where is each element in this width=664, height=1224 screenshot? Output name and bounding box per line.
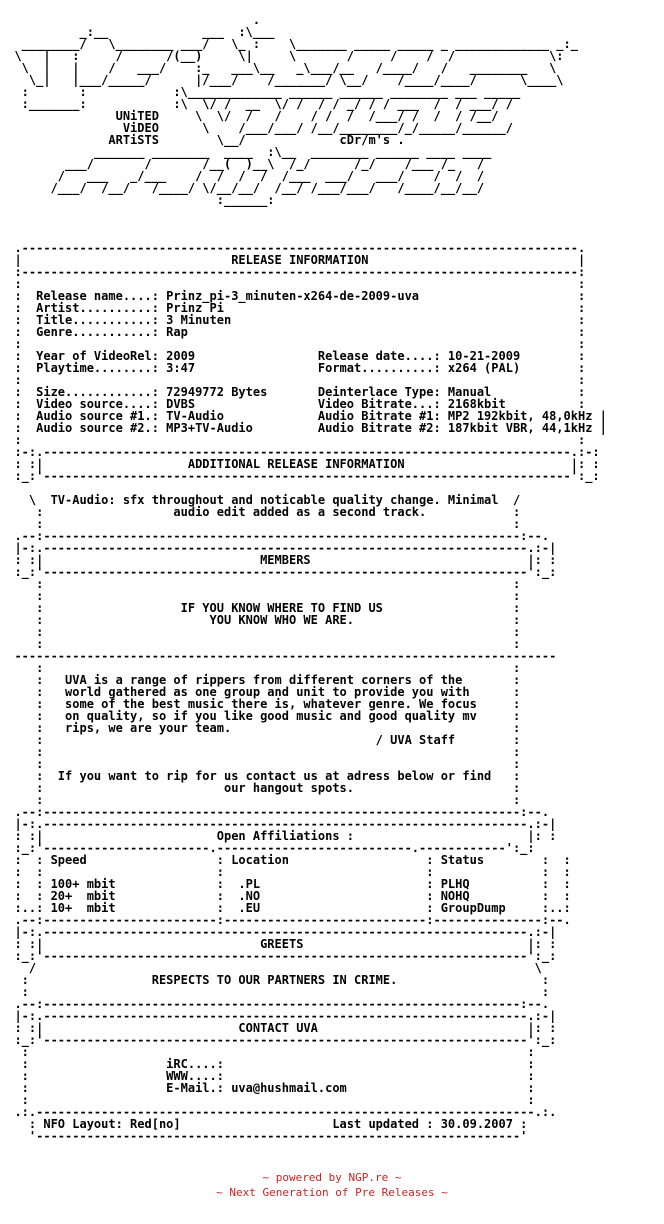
nfo-line: |-:.-------------------------------------------------------------------.:-|: [0, 817, 557, 831]
nfo-line: : Video source....: DVBS Video Bitrate...: 2168kbit :: [0, 397, 586, 411]
nfo-line: : :: [0, 637, 521, 651]
nfo-line: [0, 218, 607, 230]
nfo-line: : world gathered as one group and unit to provide you with :: [0, 685, 521, 699]
nfo-line: /___/ /__/ /____/ \/__/__/ /__/ /___/___/ /____/__/__/: [0, 181, 485, 195]
powered-by-footer[interactable]: [0, 1170, 664, 1185]
nfo-line: :_:'-------------------------------------------------------------------':_:: [0, 565, 557, 579]
nfo-line: : :: [0, 517, 521, 531]
nfo-line: : YOU KNOW WHO WE ARE. :: [0, 613, 521, 627]
nfo-line: : our hangout spots. :: [0, 781, 521, 795]
nfo-line: : :: [0, 337, 586, 351]
nfo-line: : Audio source #2.: MP3+TV-Audio Audio Bitrate #2: 187kbit VBR, 44,1kHz |: [0, 421, 607, 435]
nfo-line: | RELEASE INFORMATION |: [0, 253, 586, 267]
powered-by-link[interactable]: ~ powered by NGP.re ~: [262, 1171, 402, 1184]
nfo-line: : Genre...........: Rap :: [0, 325, 586, 339]
nfo-line: : iRC....: :: [0, 1057, 535, 1071]
nfo-line: : audio edit added as a second track. :: [0, 505, 521, 519]
nfo-line: : IF YOU KNOW WHERE TO FIND US :: [0, 601, 521, 615]
nfo-line: : :: [0, 1045, 535, 1059]
nfo-line: : :: [0, 793, 521, 807]
tagline-footer[interactable]: [0, 1185, 664, 1200]
nfo-line: _______ ________ ____ :\__ ________ ______ ____ ____: [0, 145, 499, 159]
nfo-line: .-----------------------------------------------------------------------------.: [0, 241, 586, 255]
nfo-line: : UVA is a range of rippers from different corners of the :: [0, 673, 521, 687]
nfo-line: :_:'-------------------------------------------------------------------------':_:: [0, 469, 600, 483]
nfo-line: ---------------------------------------------------------------------------: [0, 649, 557, 663]
nfo-line: ARTiSTS \__/ cDr/m's .: [0, 133, 405, 147]
nfo-line: : :| Open Affiliations : |: :: [0, 829, 557, 843]
nfo-line: : :: [0, 745, 521, 759]
nfo-line: : Year of VideoRel: 2009 Release date....: 10-21-2009 :: [0, 349, 586, 363]
nfo-line: |-:.-------------------------------------------------------------------.:-|: [0, 541, 557, 555]
nfo-document: [0, 14, 607, 1142]
nfo-line: : some of the best music there is, whatever genre. We focus :: [0, 697, 521, 711]
nfo-line: :_______: :\ \/ / __ \/ / / / _/ / / ___ / / ___/ /: [0, 97, 513, 111]
nfo-line: : :: [0, 433, 586, 447]
nfo-line: : Release name....: Prinz_pi-3_minuten-x264-de-2009-uva :: [0, 289, 586, 303]
nfo-line: : : Speed : Location : Status : :: [0, 853, 571, 867]
nfo-line: : :: [0, 577, 521, 591]
nfo-line: _:__ ___ :\___: [0, 25, 275, 39]
nfo-line: .--:------------------------:----------------------------:---------------:--.: [0, 913, 571, 927]
nfo-line: .--:------------------------------------------------------------------:--.: [0, 997, 550, 1011]
nfo-line: : : :\_____________ ______ ______ ________ ___ _____: [0, 85, 528, 99]
nfo-line: : :: [0, 625, 521, 639]
nfo-line: :_:'-----------------------.---------------------------.------------':_:: [0, 841, 535, 855]
nfo-line: : :: [0, 661, 521, 675]
nfo-line: : If you want to rip for us contact us at adress below or find :: [0, 769, 521, 783]
nfo-line: : on quality, so if you like good music and good quality mv :: [0, 709, 521, 723]
nfo-line: .:.---------------------------------------------------------------------.:.: [0, 1105, 557, 1119]
tagline-link[interactable]: ~ Next Generation of Pre Releases ~: [216, 1186, 448, 1199]
nfo-line: : :| CONTACT UVA |: :: [0, 1021, 557, 1035]
nfo-line: : :| GREETS |: :: [0, 937, 557, 951]
nfo-line: : :: [0, 373, 586, 387]
nfo-line: : :: [0, 277, 586, 291]
nfo-line: : : : : : :: [0, 865, 571, 879]
nfo-line: : WWW....: :: [0, 1069, 535, 1083]
nfo-line: ___/ / /__( )__\ /_/ /_/ /___ /_ /: [0, 157, 485, 171]
nfo-line: : : 20+ mbit : .NO : NOHQ : :: [0, 889, 571, 903]
nfo-line: .--:------------------------------------------------------------------:--.: [0, 805, 550, 819]
nfo-line: :_:'-------------------------------------------------------------------':_:: [0, 949, 557, 963]
nfo-line: \ | : / /(__) \| \ / / / / \:: [0, 49, 564, 63]
nfo-line: : :: [0, 757, 521, 771]
nfo-line: :______:: [0, 193, 275, 207]
nfo-line: : :| ADDITIONAL RELEASE INFORMATION |: :: [0, 457, 600, 471]
nfo-line: :_:'-------------------------------------------------------------------':_:: [0, 1033, 557, 1047]
nfo-line: '-------------------------------------------------------------------': [0, 1129, 528, 1143]
nfo-line: : :| MEMBERS |: :: [0, 553, 557, 567]
nfo-line: [0, 206, 607, 218]
nfo-line: : Playtime........: 3:47 Format..........: x264 (PAL) :: [0, 361, 586, 375]
nfo-line: : Title...........: 3 Minuten :: [0, 313, 586, 327]
nfo-line: ________/ \________ ___/ \_ : \_______ _____ _____ _ _____________ _:_: [0, 37, 578, 51]
nfo-line: : rips, we are your team. :: [0, 721, 521, 735]
nfo-line: : : 100+ mbit : .PL : PLHQ : :: [0, 877, 571, 891]
nfo-line: |-:.-------------------------------------------------------------------.:-|: [0, 1009, 557, 1023]
nfo-line: \ | | / ___/ :_ ___\__ _\___/__ /____/ / ________ \: [0, 61, 557, 75]
nfo-line: / ___ _/___ / / / / /___ ___/ ___/ / / /: [0, 169, 485, 183]
nfo-line: :-----------------------------------------------------------------------------:: [0, 265, 586, 279]
nfo-line: \_| |___/_____/ |/___/ /_______/ \__/ /____/____/ \____\: [0, 73, 564, 87]
nfo-line: :-:.-------------------------------------------------------------------------.:-:: [0, 445, 600, 459]
nfo-line: : E-Mail.: uva@hushmail.com :: [0, 1081, 535, 1095]
nfo-line: : NFO Layout: Red[no] Last updated : 30.09.2007 :: [0, 1117, 528, 1131]
nfo-line: / \: [0, 961, 542, 975]
nfo-line: .--:------------------------------------------------------------------:--.: [0, 529, 550, 543]
nfo-line: : Artist..........: Prinz Pi :: [0, 301, 586, 315]
nfo-line: :..: 10+ mbit : .EU : GroupDump :..:: [0, 901, 571, 915]
nfo-line: : :: [0, 589, 521, 603]
nfo-line: |-:.-------------------------------------------------------------------.:-|: [0, 925, 557, 939]
nfo-line: : Audio source #1.: TV-Audio Audio Bitrate #1: MP2 192kbit, 48,0kHz |: [0, 409, 607, 423]
nfo-line: : :: [0, 1093, 535, 1107]
nfo-line: UNiTED \ \/ / / / / / /___/ / / / /__/: [0, 109, 506, 123]
nfo-line: : / UVA Staff :: [0, 733, 521, 747]
nfo-line: .: [0, 13, 261, 27]
nfo-line: : :: [0, 985, 550, 999]
nfo-line: ViDEO \ /___/___/ /__/________/_/_____/______/: [0, 121, 513, 135]
nfo-line: : Size............: 72949772 Bytes Deinterlace Type: Manual :: [0, 385, 586, 399]
nfo-line: \ TV-Audio: sfx throughout and noticable quality change. Minimal /: [0, 493, 521, 507]
nfo-line: : RESPECTS TO OUR PARTNERS IN CRIME. :: [0, 973, 550, 987]
